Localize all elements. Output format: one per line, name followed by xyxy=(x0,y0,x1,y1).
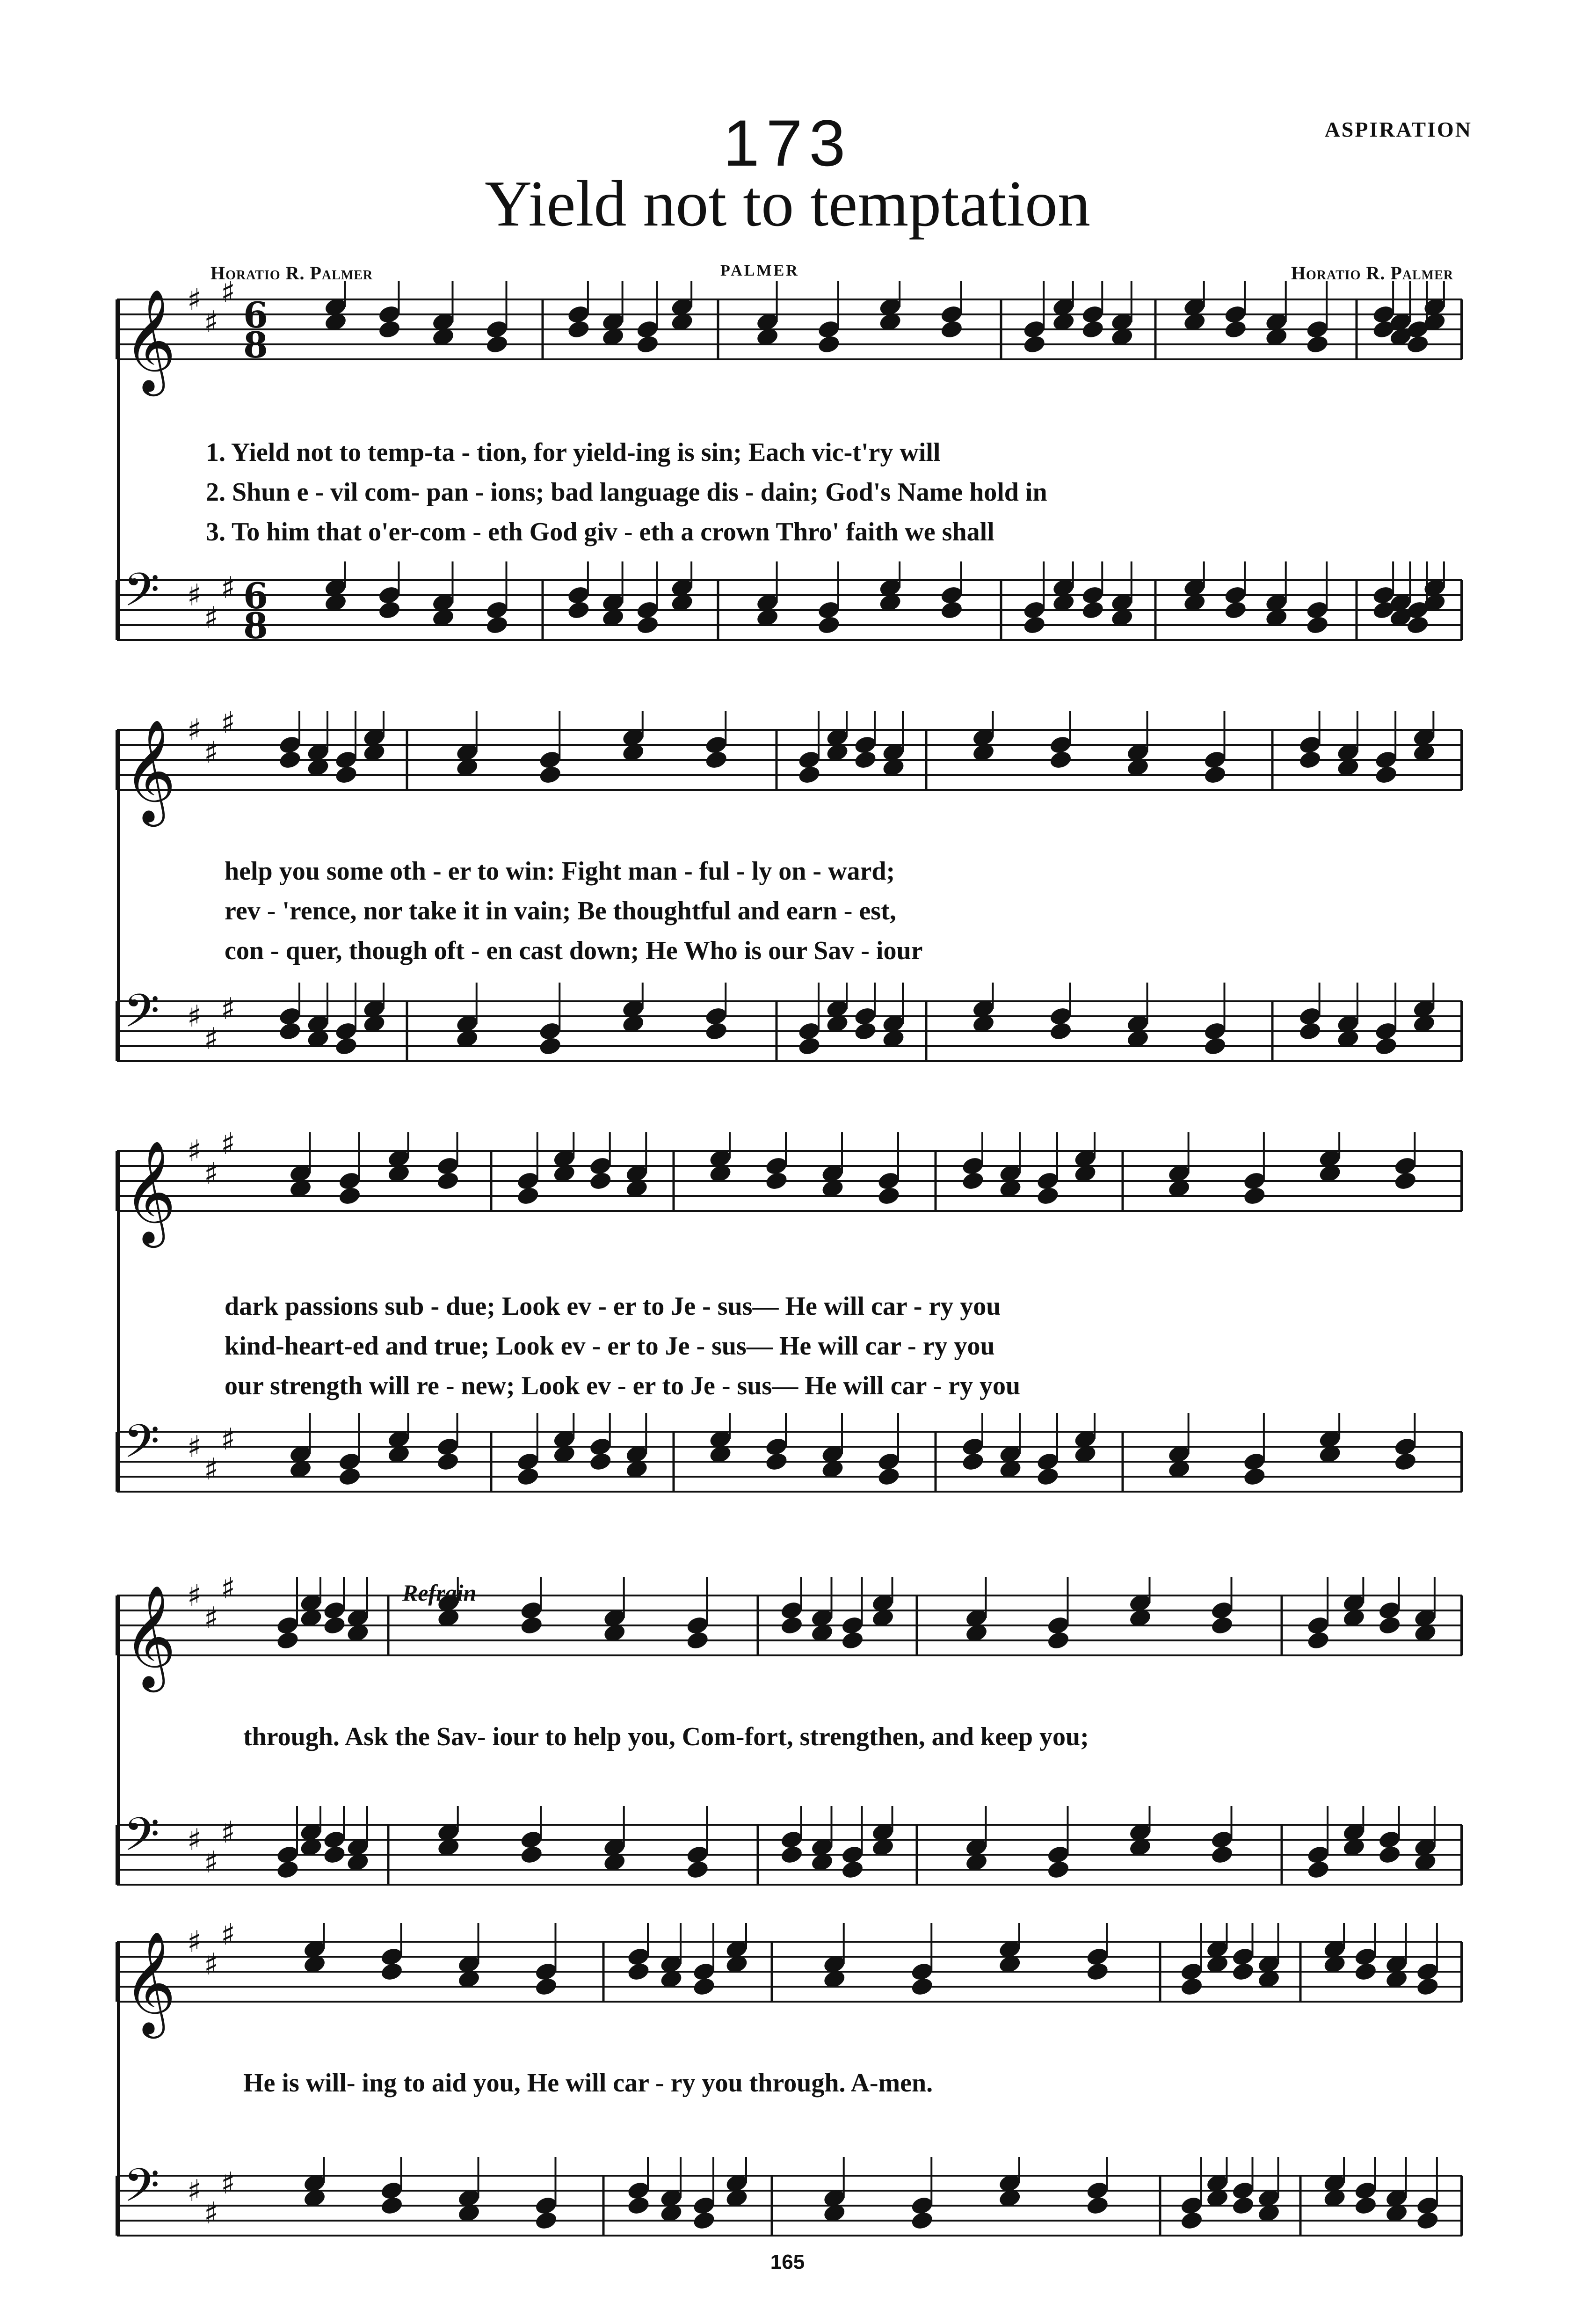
system-bracket xyxy=(117,1942,120,2236)
treble-staff xyxy=(0,711,1575,833)
page-number: 165 xyxy=(770,2251,805,2273)
bass-clef-icon: 𝄢 xyxy=(123,563,160,628)
sharp-icon: ♯ xyxy=(204,1022,218,1056)
sharp-icon: ♯ xyxy=(187,1134,202,1169)
lyric-line: 3. To him that o'er-com - eth God giv - eth a crown Thro' faith we shall xyxy=(206,517,994,546)
treble-clef-icon: 𝄞 xyxy=(123,1140,176,1243)
bass-staff xyxy=(0,983,1575,1104)
bass-staff xyxy=(0,1806,1575,1928)
bass-staff xyxy=(0,561,1575,683)
sharp-icon: ♯ xyxy=(204,1452,218,1487)
music-credit: Horatio R. Palmer xyxy=(1291,262,1453,284)
sharp-icon: ♯ xyxy=(221,1815,235,1850)
sharp-icon: ♯ xyxy=(221,1577,235,1606)
sharp-icon: ♯ xyxy=(204,1845,218,1880)
sharp-icon: ♯ xyxy=(221,1422,235,1457)
sharp-icon: ♯ xyxy=(187,2174,202,2208)
sharp-icon: ♯ xyxy=(204,736,218,770)
lyric-line: help you some oth - er to win: Fight man - ful - ly on - ward; xyxy=(225,857,895,886)
sharp-icon: ♯ xyxy=(204,601,218,635)
bass-clef-icon: 𝄢 xyxy=(123,1415,160,1480)
lyric-line: kind-heart-ed and true; Look ev - er to Je - sus— He will car - ry you xyxy=(225,1332,995,1361)
sharp-icon: ♯ xyxy=(204,2196,218,2231)
bass-clef-icon: 𝄢 xyxy=(123,2159,160,2224)
sharp-icon: ♯ xyxy=(221,1132,235,1161)
bass-staff xyxy=(0,1413,1575,1535)
words-credit: Horatio R. Palmer xyxy=(210,262,373,284)
lyric-line: dark passions sub - due; Look ev - er to Je - sus— He will car - ry you xyxy=(225,1292,1001,1321)
sharp-icon: ♯ xyxy=(221,711,235,740)
system-bracket xyxy=(117,730,120,1061)
sharp-icon: ♯ xyxy=(187,1430,202,1464)
treble-staff xyxy=(0,281,1575,402)
sharp-icon: ♯ xyxy=(187,999,202,1034)
sharp-icon: ♯ xyxy=(204,1601,218,1636)
sharp-icon: ♯ xyxy=(221,1923,235,1952)
time-signature-bottom: 8 xyxy=(243,605,268,647)
sharp-icon: ♯ xyxy=(187,578,202,613)
hymn-number: 173 xyxy=(723,106,852,180)
lyric-line: our strength will re - new; Look ev - er to Je - sus— He will car - ry you xyxy=(225,1371,1021,1400)
sharp-icon: ♯ xyxy=(221,571,235,605)
treble-clef-icon: 𝄞 xyxy=(123,288,176,392)
hymn-category: ASPIRATION xyxy=(1324,117,1472,141)
sharp-icon: ♯ xyxy=(204,1947,218,1982)
lyric-line: con - quer, though oft - en cast down; He Who is our Sav - iour xyxy=(225,936,923,965)
treble-clef-icon: 𝄞 xyxy=(123,1931,176,2034)
sharp-icon: ♯ xyxy=(187,1925,202,1960)
sharp-icon: ♯ xyxy=(204,305,218,340)
time-signature-top: 6 xyxy=(243,294,268,336)
treble-clef-icon: 𝄞 xyxy=(123,719,176,822)
tune-name: PALMER xyxy=(720,262,799,279)
sharp-icon: ♯ xyxy=(221,281,235,310)
treble-staff xyxy=(0,1923,1575,2045)
system-bracket xyxy=(117,1151,120,1492)
bass-clef-icon: 𝄢 xyxy=(123,984,160,1049)
system-bracket xyxy=(117,1595,120,1885)
sharp-icon: ♯ xyxy=(187,1579,202,1613)
treble-clef-icon: 𝄞 xyxy=(123,1584,176,1688)
sharp-icon: ♯ xyxy=(221,2166,235,2201)
treble-staff xyxy=(0,1577,1575,1698)
hymn-title: Yield not to temptation xyxy=(485,168,1090,240)
lyric-line: through. Ask the Sav- iour to help you, Com-fort, strengthen, and keep you; xyxy=(243,1722,1089,1751)
sharp-icon: ♯ xyxy=(221,992,235,1027)
sharp-icon: ♯ xyxy=(187,713,202,748)
sharp-icon: ♯ xyxy=(187,283,202,317)
time-signature-top: 6 xyxy=(243,575,268,617)
lyric-line: He is will- ing to aid you, He will car - ry you through. A-men. xyxy=(243,2069,933,2098)
treble-staff xyxy=(0,1132,1575,1254)
lyric-line: rev - 'rence, nor take it in vain; Be thoughtful and earn - est, xyxy=(225,896,896,925)
sharp-icon: ♯ xyxy=(187,1823,202,1858)
bass-clef-icon: 𝄢 xyxy=(123,1808,160,1873)
sharp-icon: ♯ xyxy=(204,1157,218,1191)
refrain-label: Refrain xyxy=(402,1580,477,1606)
lyric-line: 1. Yield not to temp-ta - tion, for yield-ing is sin; Each vic-t'ry will xyxy=(206,438,941,467)
system-bracket xyxy=(117,299,120,640)
time-signature-bottom: 8 xyxy=(243,324,268,366)
lyric-line: 2. Shun e - vil com- pan - ions; bad language dis - dain; God's Name hold in xyxy=(206,478,1047,507)
